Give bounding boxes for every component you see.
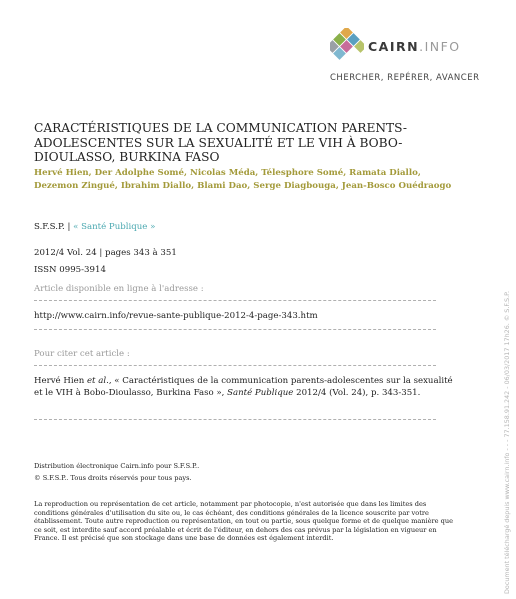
logo-brand: CAIRN (368, 39, 420, 54)
issue-info: 2012/4 Vol. 24 | pages 343 à 351 (34, 248, 177, 258)
distribution-note: Distribution électronique Cairn.info pour S.F.S.P.. (34, 462, 200, 470)
logo-tagline: CHERCHER, REPÉRER, AVANCER (330, 73, 480, 83)
citation-tail: 2012/4 (Vol. 24), p. 343-351. (293, 387, 421, 398)
author-name[interactable]: , Der Adolphe Somé (89, 168, 184, 178)
article-title: CARACTÉRISTIQUES DE LA COMMUNICATION PARENTS-ADOLESCENTES SUR LA SEXUALITÉ ET LE VIH À BOBO-DIOULASSO, BURKINA FASO (34, 121, 408, 164)
logo-wordmark (368, 39, 461, 54)
author-list (34, 167, 454, 193)
article-url[interactable]: http://www.cairn.info/revue-sante-publique-2012-4-page-343.htm (34, 311, 318, 321)
cairn-logo-icon (330, 28, 364, 62)
divider (34, 365, 436, 366)
author-name[interactable]: , Nicolas Méda (184, 168, 255, 178)
citation-text: , « Caractéristiques de la communication parents-adolescentes sur la sexualité et le VIH à Bobo-Dioulasso, Burkina Faso », (34, 376, 453, 398)
cite-label: Pour citer cet article : (34, 349, 130, 359)
author-name[interactable]: , Serge Diagbouga (247, 181, 336, 191)
divider (34, 419, 436, 420)
citation-journal: Santé Publique (227, 387, 294, 398)
citation (34, 376, 454, 400)
author-name[interactable]: , Ramata Diallo (343, 168, 418, 178)
divider (34, 329, 436, 330)
journal-link[interactable]: « Santé Publique » (73, 222, 156, 232)
logo-domain: .INFO (419, 39, 461, 54)
citation-author: Hervé Hien (34, 376, 87, 386)
publisher-line (34, 222, 155, 232)
issn: ISSN 0995-3914 (34, 265, 106, 275)
author-name[interactable]: , Jean-Bosco Ouédraogo (336, 181, 451, 191)
author-name[interactable]: , Télesphore Somé (255, 168, 343, 178)
author-name[interactable]: , Ibrahim Diallo (115, 181, 191, 191)
legal-notice: La reproduction ou représentation de cet article, notamment par photocopie, n'est autorisée que dans les limites des conditions générales d'utilisation du site ou, le cas échéant, des conditions générales de la licence souscrite par votre établissement. Toute autre reproduction ou représentation, en tout ou partie, sous quelque forme et de quelque manière que ce soit, est interdite sauf accord préalable et écrit de l'éditeur, en dehors des cas prévus par la législation en vigueur en France. Il est précisé que son stockage dans une base de données est également interdit. (34, 500, 454, 543)
cairn-logo[interactable] (330, 28, 500, 88)
citation-etal: et al. (86, 376, 109, 386)
author-name[interactable]: Hervé Hien (34, 168, 89, 178)
copyright-note: © S.F.S.P.. Tous droits réservés pour tous pays. (34, 474, 192, 482)
separator: | (64, 222, 74, 232)
available-label: Article disponible en ligne à l'adresse : (34, 284, 204, 294)
download-watermark: Document téléchargé depuis www.cairn.info - - - 77.158.91.242 - 06/03/2017 17h26. © S.F.S.P. (503, 290, 511, 594)
author-name[interactable]: , Blami Dao (191, 181, 247, 191)
author-name[interactable]: , Dezemon Zingué (34, 168, 421, 191)
divider (34, 300, 436, 301)
publisher: S.F.S.P. (34, 222, 65, 232)
